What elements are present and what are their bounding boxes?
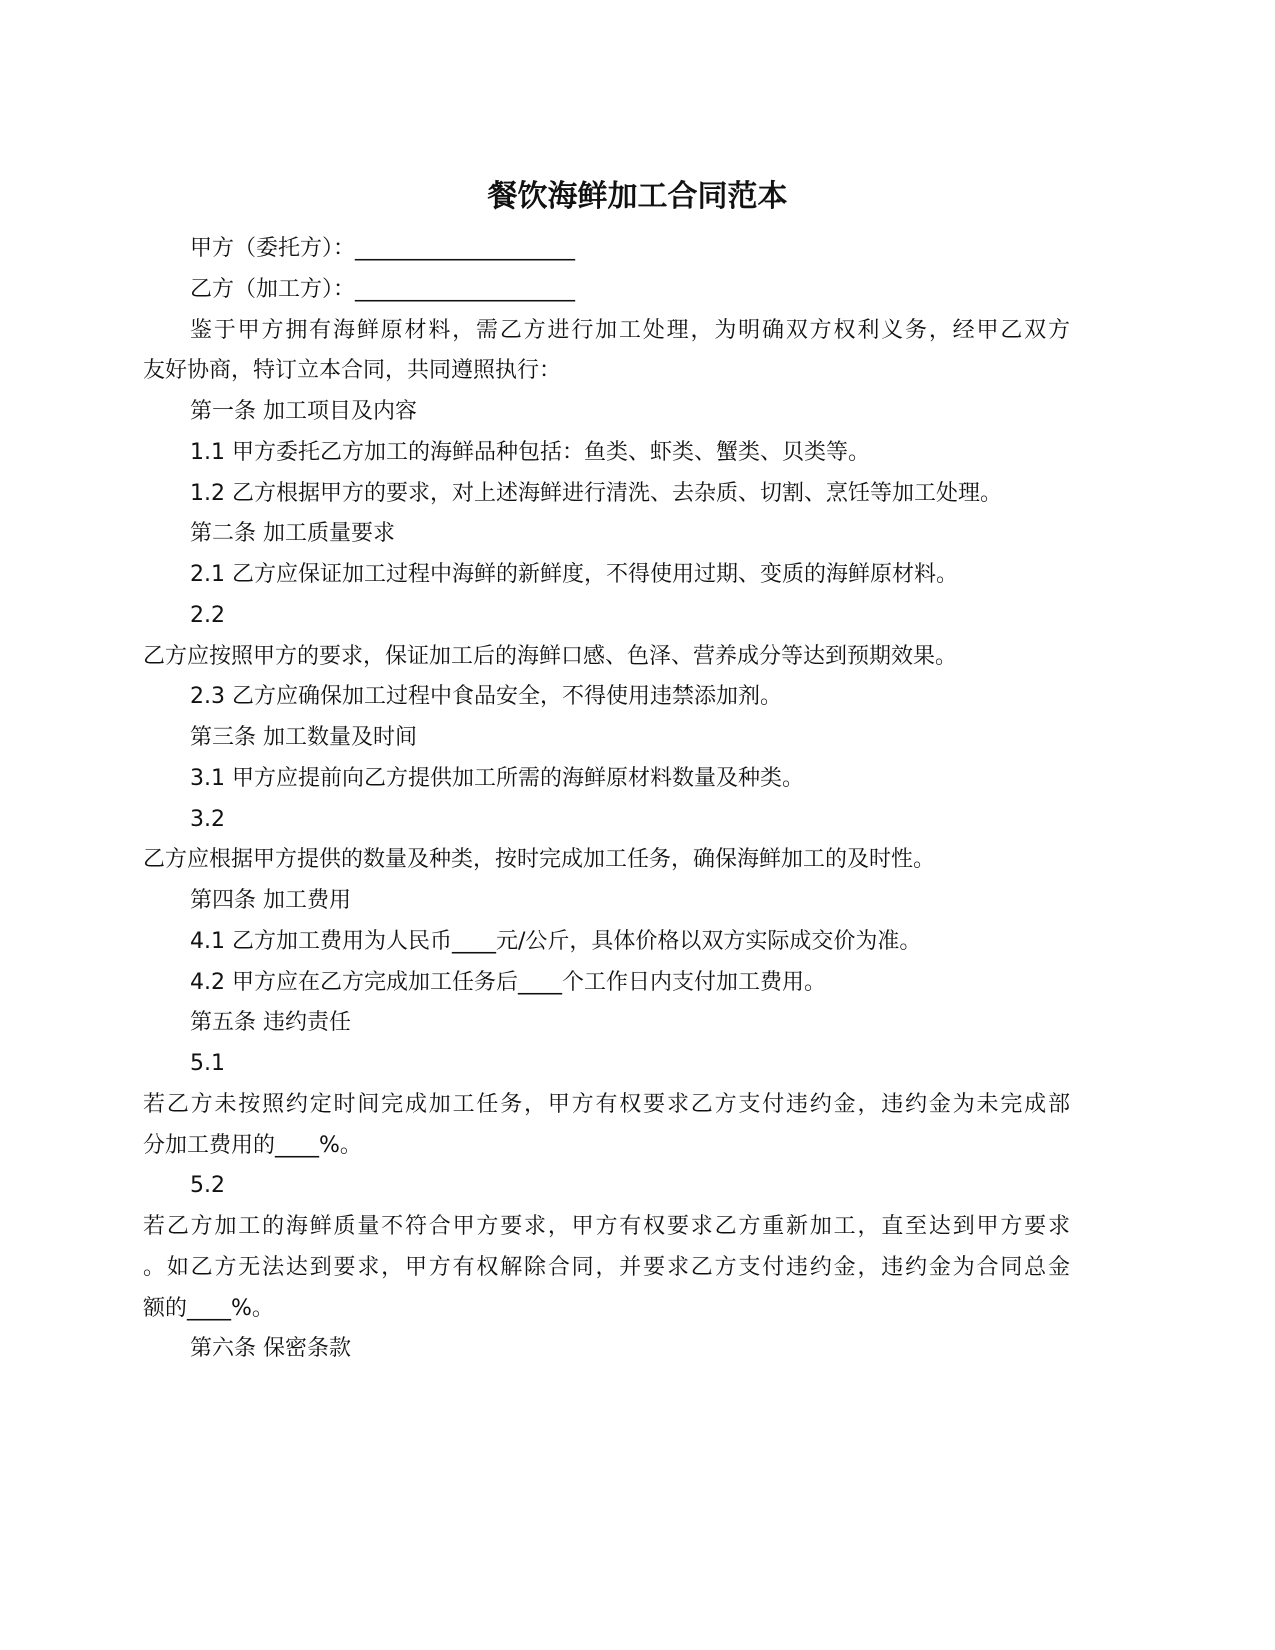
clause-line: 4.1 乙方加工费用为人民币____元/公斤，具体价格以双方实际成交价为准。 (190, 928, 922, 954)
clause-line: 2.1 乙方应保证加工过程中海鲜的新鲜度，不得使用过期、变质的海鲜原材料。 (190, 562, 958, 587)
article-heading: 第五条 违约责任 (190, 1010, 351, 1036)
clause-line: 额的____%。 (143, 1295, 274, 1321)
article-heading: 第四条 加工费用 (190, 888, 351, 913)
clause-line: 若乙方未按照约定时间完成加工任务，甲方有权要求乙方支付违约金，违约金为未完成部 (143, 1091, 1070, 1117)
clause-number: 5.1 (190, 1051, 225, 1076)
party-a-line: 甲方（委托方）：____________________ (190, 236, 576, 261)
article-heading: 第六条 保密条款 (190, 1336, 351, 1362)
clause-number: 3.2 (190, 806, 225, 832)
clause-line: 1.1 甲方委托乙方加工的海鲜品种包括：鱼类、虾类、蟹类、贝类等。 (190, 439, 870, 465)
document-body (143, 229, 1070, 1370)
article-heading: 第三条 加工数量及时间 (190, 725, 417, 750)
article-heading: 第二条 加工质量要求 (190, 521, 395, 547)
preamble-line: 友好协商，特订立本合同，共同遵照执行： (143, 358, 562, 384)
preamble-line: 鉴于甲方拥有海鲜原材料，需乙方进行加工处理，为明确双方权利义务，经甲乙双方 (190, 317, 1070, 343)
clause-line: 乙方应按照甲方的要求，保证加工后的海鲜口感、色泽、营养成分等达到预期效果。 (143, 643, 958, 669)
clause-line: 4.2 甲方应在乙方完成加工任务后____个工作日内支付加工费用。 (190, 969, 826, 995)
clause-line: 3.1 甲方应提前向乙方提供加工所需的海鲜原材料数量及种类。 (190, 765, 804, 791)
document-title: 餐饮海鲜加工合同范本 (487, 179, 788, 214)
clause-line: 若乙方加工的海鲜质量不符合甲方要求，甲方有权要求乙方重新加工，直至达到甲方要求 (143, 1214, 1070, 1239)
clause-line: 。如乙方无法达到要求，甲方有权解除合同，并要求乙方支付违约金，违约金为合同总金 (143, 1254, 1070, 1280)
clause-line: 分加工费用的____%。 (143, 1132, 362, 1158)
clause-line: 乙方应根据甲方提供的数量及种类，按时完成加工任务，确保海鲜加工的及时性。 (143, 847, 936, 873)
clause-number: 2.2 (190, 602, 225, 628)
clause-line: 2.3 乙方应确保加工过程中食品安全，不得使用违禁添加剂。 (190, 684, 782, 710)
party-b-line: 乙方（加工方）：____________________ (190, 276, 576, 302)
clause-number: 5.2 (190, 1173, 225, 1199)
clause-line: 1.2 乙方根据甲方的要求，对上述海鲜进行清洗、去杂质、切割、烹饪等加工处理。 (190, 480, 1002, 506)
article-heading: 第一条 加工项目及内容 (190, 399, 417, 424)
